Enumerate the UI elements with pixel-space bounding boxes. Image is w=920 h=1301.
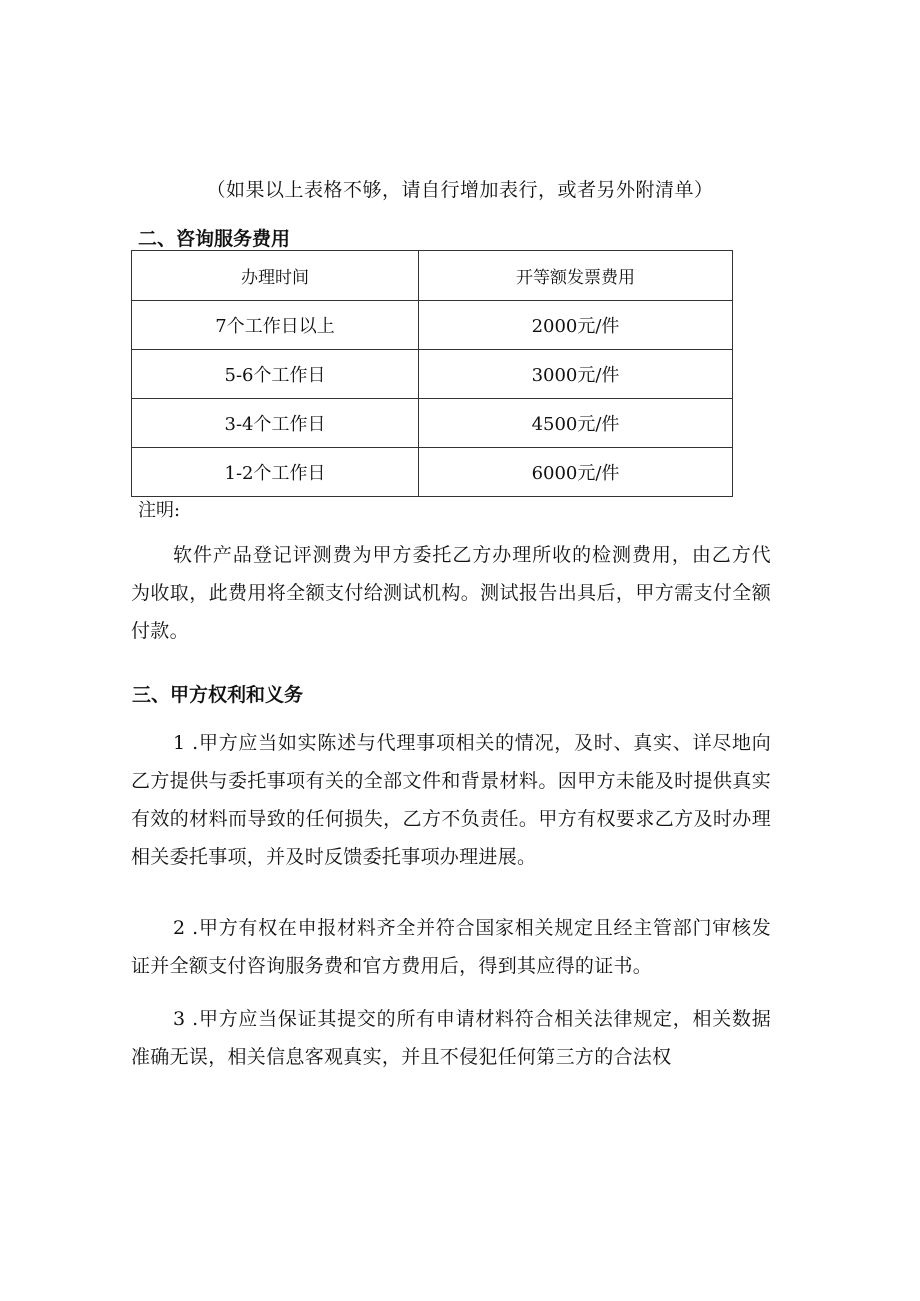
fee-cell: 2000元/件: [419, 301, 733, 350]
section-3-heading: 三、甲方权利和义务: [132, 684, 304, 706]
clause-2-paragraph: 2 .甲方有权在申报材料齐全并符合国家相关规定且经主管部门审核发证并全额支付咨询服务费和官方费用后，得到其应得的证书。: [131, 917, 771, 977]
table-extension-note: （如果以上表格不够，请自行增加表行，或者另外附清单）: [206, 179, 714, 201]
section-2-heading: 二、咨询服务费用: [138, 228, 291, 250]
fee-cell: 6000元/件: [419, 448, 733, 497]
table-row: [132, 399, 733, 448]
processing-time-cell: 1-2个工作日: [132, 448, 419, 497]
clause-3-paragraph: 3 .甲方应当保证其提交的所有申请材料符合相关法律规定，相关数据准确无误，相关信息客观真实，并且不侵犯任何第三方的合法权: [131, 1008, 771, 1068]
column-header-invoice-fee: 开等额发票费用: [419, 251, 733, 301]
fee-note-paragraph: 软件产品登记评测费为甲方委托乙方办理所收的检测费用，由乙方代为收取，此费用将全额支付给测试机构。测试报告出具后，甲方需支付全额付款。: [131, 544, 771, 642]
consulting-fee-table: [131, 250, 733, 497]
fee-cell: 4500元/件: [419, 399, 733, 448]
note-label: 注明:: [138, 500, 181, 521]
table-row: [132, 448, 733, 497]
table-row: [132, 301, 733, 350]
fee-cell: 3000元/件: [419, 350, 733, 399]
processing-time-cell: 7个工作日以上: [132, 301, 419, 350]
table-header-row: [132, 251, 733, 301]
clause-1-paragraph: 1 .甲方应当如实陈述与代理事项相关的情况，及时、真实、详尽地向乙方提供与委托事项有关的全部文件和背景材料。因甲方未能及时提供真实有效的材料而导致的任何损失，乙方不负责任。甲方有权要求乙方及时办理相关委托事项，并及时反馈委托事项办理进展。: [131, 732, 771, 868]
column-header-processing-time: 办理时间: [132, 251, 419, 301]
processing-time-cell: 5-6个工作日: [132, 350, 419, 399]
processing-time-cell: 3-4个工作日: [132, 399, 419, 448]
table-row: [132, 350, 733, 399]
